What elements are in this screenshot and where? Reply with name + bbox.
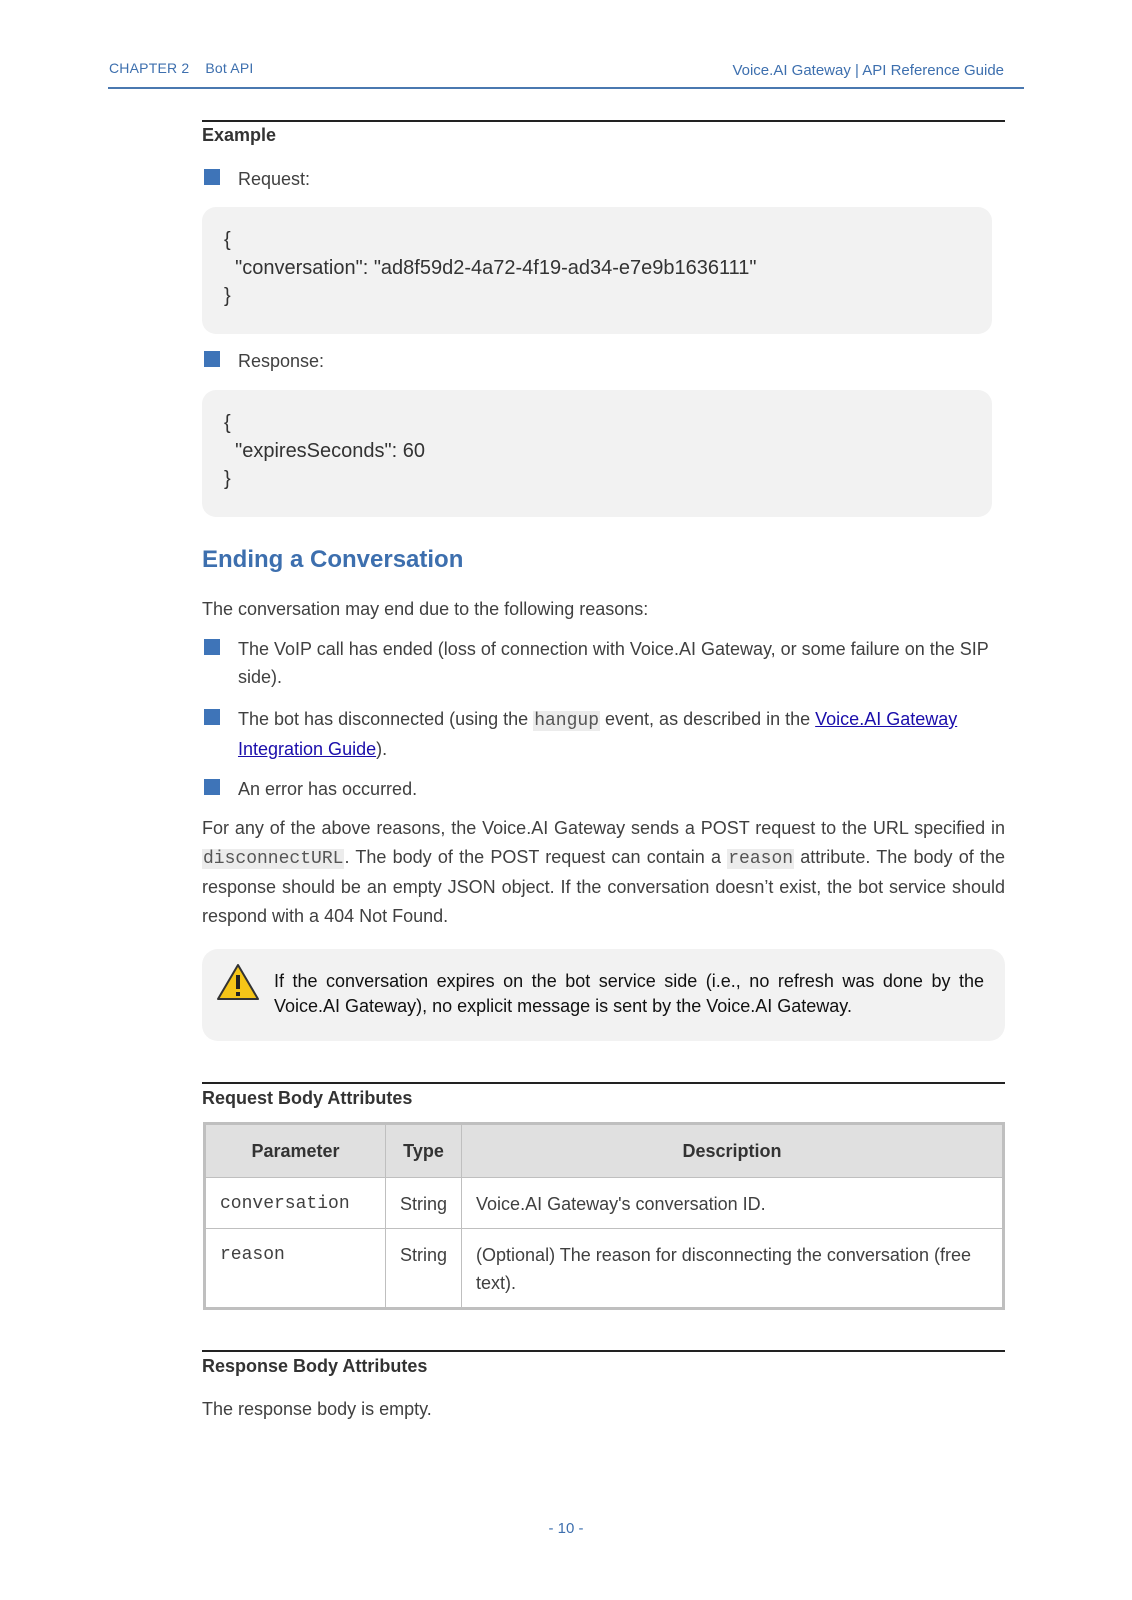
chapter-title: Bot API [205, 60, 254, 76]
code-line: { [224, 412, 231, 434]
param-cell: conversation [205, 1178, 386, 1229]
type-cell: String [386, 1229, 462, 1309]
reason-text [238, 705, 1004, 763]
chapter-number: CHAPTER 2 [109, 60, 190, 76]
code-line: } [224, 285, 231, 307]
type-cell: String [386, 1178, 462, 1229]
reason-text: An error has occurred. [238, 779, 418, 799]
table-header-row [205, 1124, 1004, 1178]
header-divider [108, 87, 1024, 89]
request-attributes-table [203, 1122, 1005, 1310]
table-row [205, 1178, 1004, 1229]
response-label: Response: [238, 351, 325, 371]
column-header: Description [462, 1124, 1004, 1178]
running-header-chapter [109, 60, 253, 76]
body-paragraph [202, 814, 1005, 930]
note-box [202, 949, 1005, 1041]
warning-triangle-icon [216, 963, 260, 1001]
section-title: Ending a Conversation [202, 546, 464, 573]
description-cell: Voice.AI Gateway's conversation ID. [462, 1178, 1004, 1229]
square-bullet-icon [204, 709, 220, 725]
text-run: For any of the above reasons, the Voice.AI Gateway sends a POST request to the URL specified in [202, 818, 1005, 838]
section-divider [202, 1082, 1005, 1084]
code-line: } [224, 468, 231, 490]
inline-code-hangup: hangup [534, 711, 600, 731]
square-bullet-icon [204, 351, 220, 367]
square-bullet-icon [204, 639, 220, 655]
response-attrs-text: The response body is empty. [202, 1399, 432, 1419]
text-run: attribute. The body of the response should be an empty JSON object. If the conversation doesn’t exist, the bot service should respond with a 404 Not Found. [202, 846, 1005, 926]
table-row [205, 1229, 1004, 1309]
section-divider [202, 1350, 1005, 1352]
request-code-block [202, 207, 992, 334]
code-line: "conversation": "ad8f59d2-4a72-4f19-ad34-e7e9b1636111" [224, 257, 757, 279]
running-header-doc-title: Voice.AI Gateway | API Reference Guide [732, 62, 1004, 79]
param-cell: reason [205, 1229, 386, 1309]
text-run: . The body of the POST request can contain a [344, 846, 728, 867]
example-heading: Example [202, 125, 277, 145]
square-bullet-icon [204, 779, 220, 795]
reason-text: The VoIP call has ended (loss of connection with Voice.AI Gateway, or some failure on the SIP side). [238, 639, 989, 687]
request-attrs-heading: Request Body Attributes [202, 1088, 413, 1108]
text-run: The bot has disconnected (using the [238, 709, 534, 729]
square-bullet-icon [204, 169, 220, 185]
description-cell: (Optional) The reason for disconnecting the conversation (free text). [462, 1229, 1004, 1309]
text-run: ). [376, 739, 388, 759]
code-line: "expiresSeconds": 60 [224, 440, 425, 462]
page-number: - 10 - [548, 1520, 584, 1537]
code-line: { [224, 229, 231, 251]
reason-bullet-3 [204, 775, 1004, 803]
inline-code-disconnect-url: disconnectURL [203, 848, 344, 869]
response-attrs-heading: Response Body Attributes [202, 1356, 428, 1376]
note-text: If the conversation expires on the bot service side (i.e., no refresh was done by the Voice.AI Gateway), no explicit message is sent by the Voice.AI Gateway. [274, 971, 984, 1016]
intro-paragraph: The conversation may end due to the following reasons: [202, 599, 649, 619]
integration-guide-link[interactable]: Voice.AI Gateway Integration Guide [238, 709, 958, 759]
section-divider [202, 120, 1005, 122]
response-code-block [202, 390, 992, 517]
column-header: Type [386, 1124, 462, 1178]
request-bullet [204, 165, 1004, 193]
column-header: Parameter [205, 1124, 386, 1178]
text-run: event, as described in the [600, 709, 816, 729]
response-bullet [204, 347, 1004, 375]
inline-code-reason: reason [728, 848, 794, 869]
reason-bullet-2 [204, 705, 1004, 763]
reason-bullet-1 [204, 635, 1004, 691]
request-label: Request: [238, 169, 311, 189]
